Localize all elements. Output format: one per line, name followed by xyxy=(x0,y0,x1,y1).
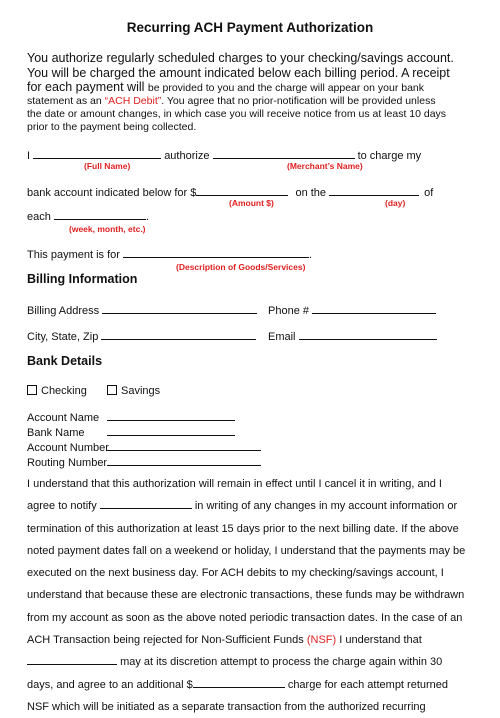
account-name-field[interactable] xyxy=(107,410,235,421)
terms-text: days, and agree to an additional $ xyxy=(27,678,193,691)
account-name-row xyxy=(27,410,261,425)
savings-checkbox[interactable] xyxy=(107,385,117,395)
period-field[interactable] xyxy=(54,209,146,220)
document-title: Recurring ACH Payment Authorization xyxy=(126,20,374,35)
intro-text: for each payment will xyxy=(27,80,145,94)
label-email: Email xyxy=(268,331,296,343)
terms-line: from my account as soon as the above noted periodic transaction dates. In the case of an xyxy=(27,611,463,624)
label-savings: Savings xyxy=(120,385,161,397)
terms-text: ACH Transaction being rejected for Non-Sufficient Funds xyxy=(27,634,307,647)
full-name-caption: (Full Name) xyxy=(84,161,131,171)
label-authorize: authorize xyxy=(164,150,210,162)
amount-caption: (Amount $) xyxy=(229,198,274,208)
account-type-row xyxy=(27,385,160,397)
each-period-line: each . xyxy=(27,211,149,223)
bank-fields xyxy=(27,410,261,470)
intro-line xyxy=(27,95,477,108)
terms-line xyxy=(27,495,477,517)
intro-text: statement as an xyxy=(27,95,105,107)
terms-paragraph xyxy=(27,473,477,718)
terms-line: noted payment dates fall on a weekend or holiday, I understand that the payments may be xyxy=(27,544,466,557)
terms-text: agree to notify xyxy=(27,500,97,513)
terms-line: I understand that this authorization will remain in effect until I cancel it in writing, and I xyxy=(27,478,442,490)
terms-line xyxy=(27,629,477,651)
label-city-state-zip: City, State, Zip xyxy=(27,331,99,343)
intro-line xyxy=(27,80,477,95)
label-each: each xyxy=(27,211,51,223)
terms-line xyxy=(27,674,477,696)
label-checking: Checking xyxy=(41,385,87,397)
nsf-charge-field[interactable] xyxy=(193,677,285,688)
checking-checkbox[interactable] xyxy=(27,385,37,395)
intro-text: be provided to you and the charge will appear on your bank xyxy=(147,82,425,94)
phone-row xyxy=(268,303,436,317)
label-account-name: Account Name xyxy=(27,412,100,424)
terms-text: in writing of any changes in my account information or xyxy=(194,500,458,513)
label-billing-address: Billing Address xyxy=(27,305,100,317)
bank-name-field[interactable] xyxy=(107,425,235,436)
billing-address-field[interactable] xyxy=(102,303,257,314)
label-to-charge: to charge my xyxy=(357,150,422,162)
phone-field[interactable] xyxy=(312,303,436,314)
email-row xyxy=(268,329,437,343)
terms-text: charge for each attempt returned xyxy=(287,678,449,691)
bank-name-row xyxy=(27,425,261,440)
label-of: of xyxy=(424,187,434,199)
terms-line: NSF which will be initiated as a separate transaction from the authorized recurring xyxy=(27,700,426,713)
intro-line: prior to the payment being collected. xyxy=(27,121,197,133)
label-bank-account: bank account indicated below for $ xyxy=(27,187,197,199)
merchant-name-caption: (Merchant’s Name) xyxy=(287,161,363,171)
terms-line: executed on the next business day. For ACH debits to my checking/savings account, I xyxy=(27,567,444,580)
bank-details-heading: Bank Details xyxy=(27,354,103,368)
amount-field[interactable] xyxy=(196,185,288,196)
terms-text: may at its discretion attempt to process the charge again within 30 xyxy=(120,656,443,669)
intro-line: the date or amount changes, in which case you will receive notice from us at least 10 days xyxy=(27,108,447,120)
label-payment-for: This payment is for xyxy=(27,249,120,261)
label-i: I xyxy=(27,150,31,162)
authorization-line xyxy=(27,148,421,162)
routing-number-row xyxy=(27,455,261,470)
label-bank-name: Bank Name xyxy=(27,427,85,439)
intro-paragraph xyxy=(27,51,477,134)
day-caption: (day) xyxy=(385,198,406,208)
nsf-highlight: (NSF) xyxy=(306,634,337,647)
merchant-retry-field[interactable] xyxy=(27,654,117,665)
full-name-field[interactable] xyxy=(33,148,161,159)
description-field[interactable] xyxy=(123,247,309,258)
description-caption: (Description of Goods/Services) xyxy=(176,262,306,272)
routing-number-field[interactable] xyxy=(107,455,261,466)
merchant-name-field[interactable] xyxy=(213,148,355,159)
label-phone: Phone # xyxy=(268,305,309,317)
city-state-zip-field[interactable] xyxy=(101,329,256,340)
notify-party-field[interactable] xyxy=(100,498,192,509)
city-row xyxy=(27,329,256,343)
intro-text: . You agree that no prior-notification will be provided unless xyxy=(161,95,436,107)
label-account-number: Account Number xyxy=(27,442,109,454)
ach-debit-highlight: “ACH Debit” xyxy=(104,95,162,107)
account-number-field[interactable] xyxy=(107,440,261,451)
label-on-the: on the xyxy=(295,187,327,199)
terms-line: understand that because these are electronic transactions, these funds may be withdrawn xyxy=(27,589,465,602)
billing-heading: Billing Information xyxy=(27,272,138,286)
account-number-row xyxy=(27,440,261,455)
billing-address-row xyxy=(27,303,257,317)
intro-line: You will be charged the amount indicated below each billing period. A receipt xyxy=(27,65,450,80)
label-routing-number: Routing Number xyxy=(27,457,108,469)
account-amount-line xyxy=(27,185,433,199)
payment-for-line: This payment is for . xyxy=(27,249,313,261)
terms-line: termination of this authorization at least 15 days prior to the next billing date. If the above xyxy=(27,522,459,535)
terms-line xyxy=(27,651,477,673)
intro-line: You authorize regularly scheduled charges to your checking/savings account. xyxy=(27,51,454,65)
terms-text: I understand that xyxy=(336,634,422,647)
day-field[interactable] xyxy=(329,185,419,196)
email-field[interactable] xyxy=(299,329,437,340)
period-caption: (week, month, etc.) xyxy=(69,224,146,234)
